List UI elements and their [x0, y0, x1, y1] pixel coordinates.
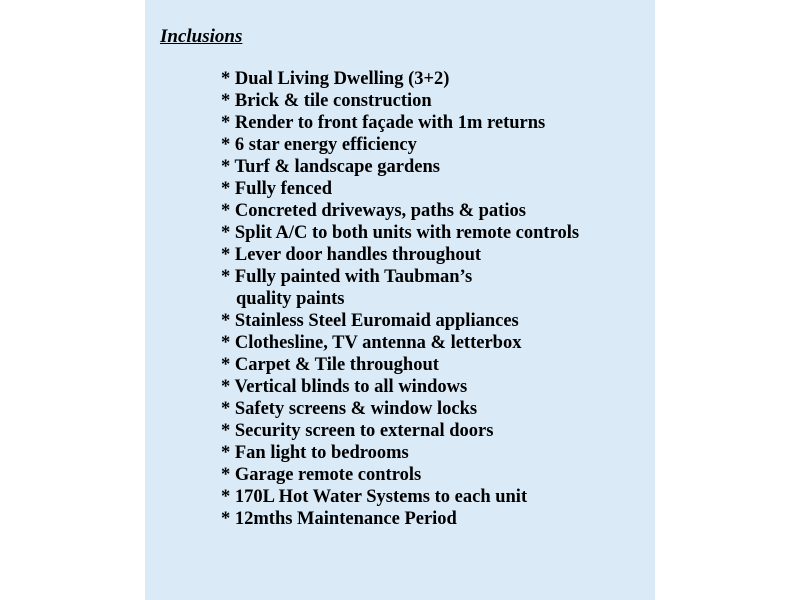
list-item: * Render to front façade with 1m returns — [221, 113, 546, 133]
list-item: * Brick & tile construction — [221, 91, 432, 111]
list-item: * Split A/C to both units with remote controls — [221, 223, 580, 243]
list-item: * Carpet & Tile throughout — [221, 355, 439, 375]
list-item: * Vertical blinds to all windows — [221, 377, 468, 397]
list-item: * 170L Hot Water Systems to each unit — [221, 487, 528, 507]
inclusions-heading: Inclusions — [160, 26, 243, 47]
list-item: * Fully fenced — [221, 179, 332, 199]
list-item: * 6 star energy efficiency — [221, 135, 417, 155]
list-item: * Lever door handles throughout — [221, 245, 482, 265]
list-item: * 12mths Maintenance Period — [221, 509, 457, 529]
list-item: * Fan light to bedrooms — [221, 443, 409, 463]
list-item: * Fully painted with Taubman’s — [221, 267, 473, 287]
list-item: * Clothesline, TV antenna & letterbox — [221, 333, 522, 353]
list-item-continuation — [221, 288, 579, 310]
list-item: * Concreted driveways, paths & patios — [221, 201, 526, 221]
list-item: * Security screen to external doors — [221, 421, 494, 441]
list-item: * Safety screens & window locks — [221, 399, 478, 419]
inclusions-list — [221, 68, 579, 530]
list-item: * Turf & landscape gardens — [221, 157, 440, 177]
continuation-text: quality paints — [236, 289, 345, 309]
list-item: * Dual Living Dwelling (3+2) — [221, 69, 450, 89]
list-item: * Stainless Steel Euromaid appliances — [221, 311, 519, 331]
list-item: * Garage remote controls — [221, 465, 422, 485]
